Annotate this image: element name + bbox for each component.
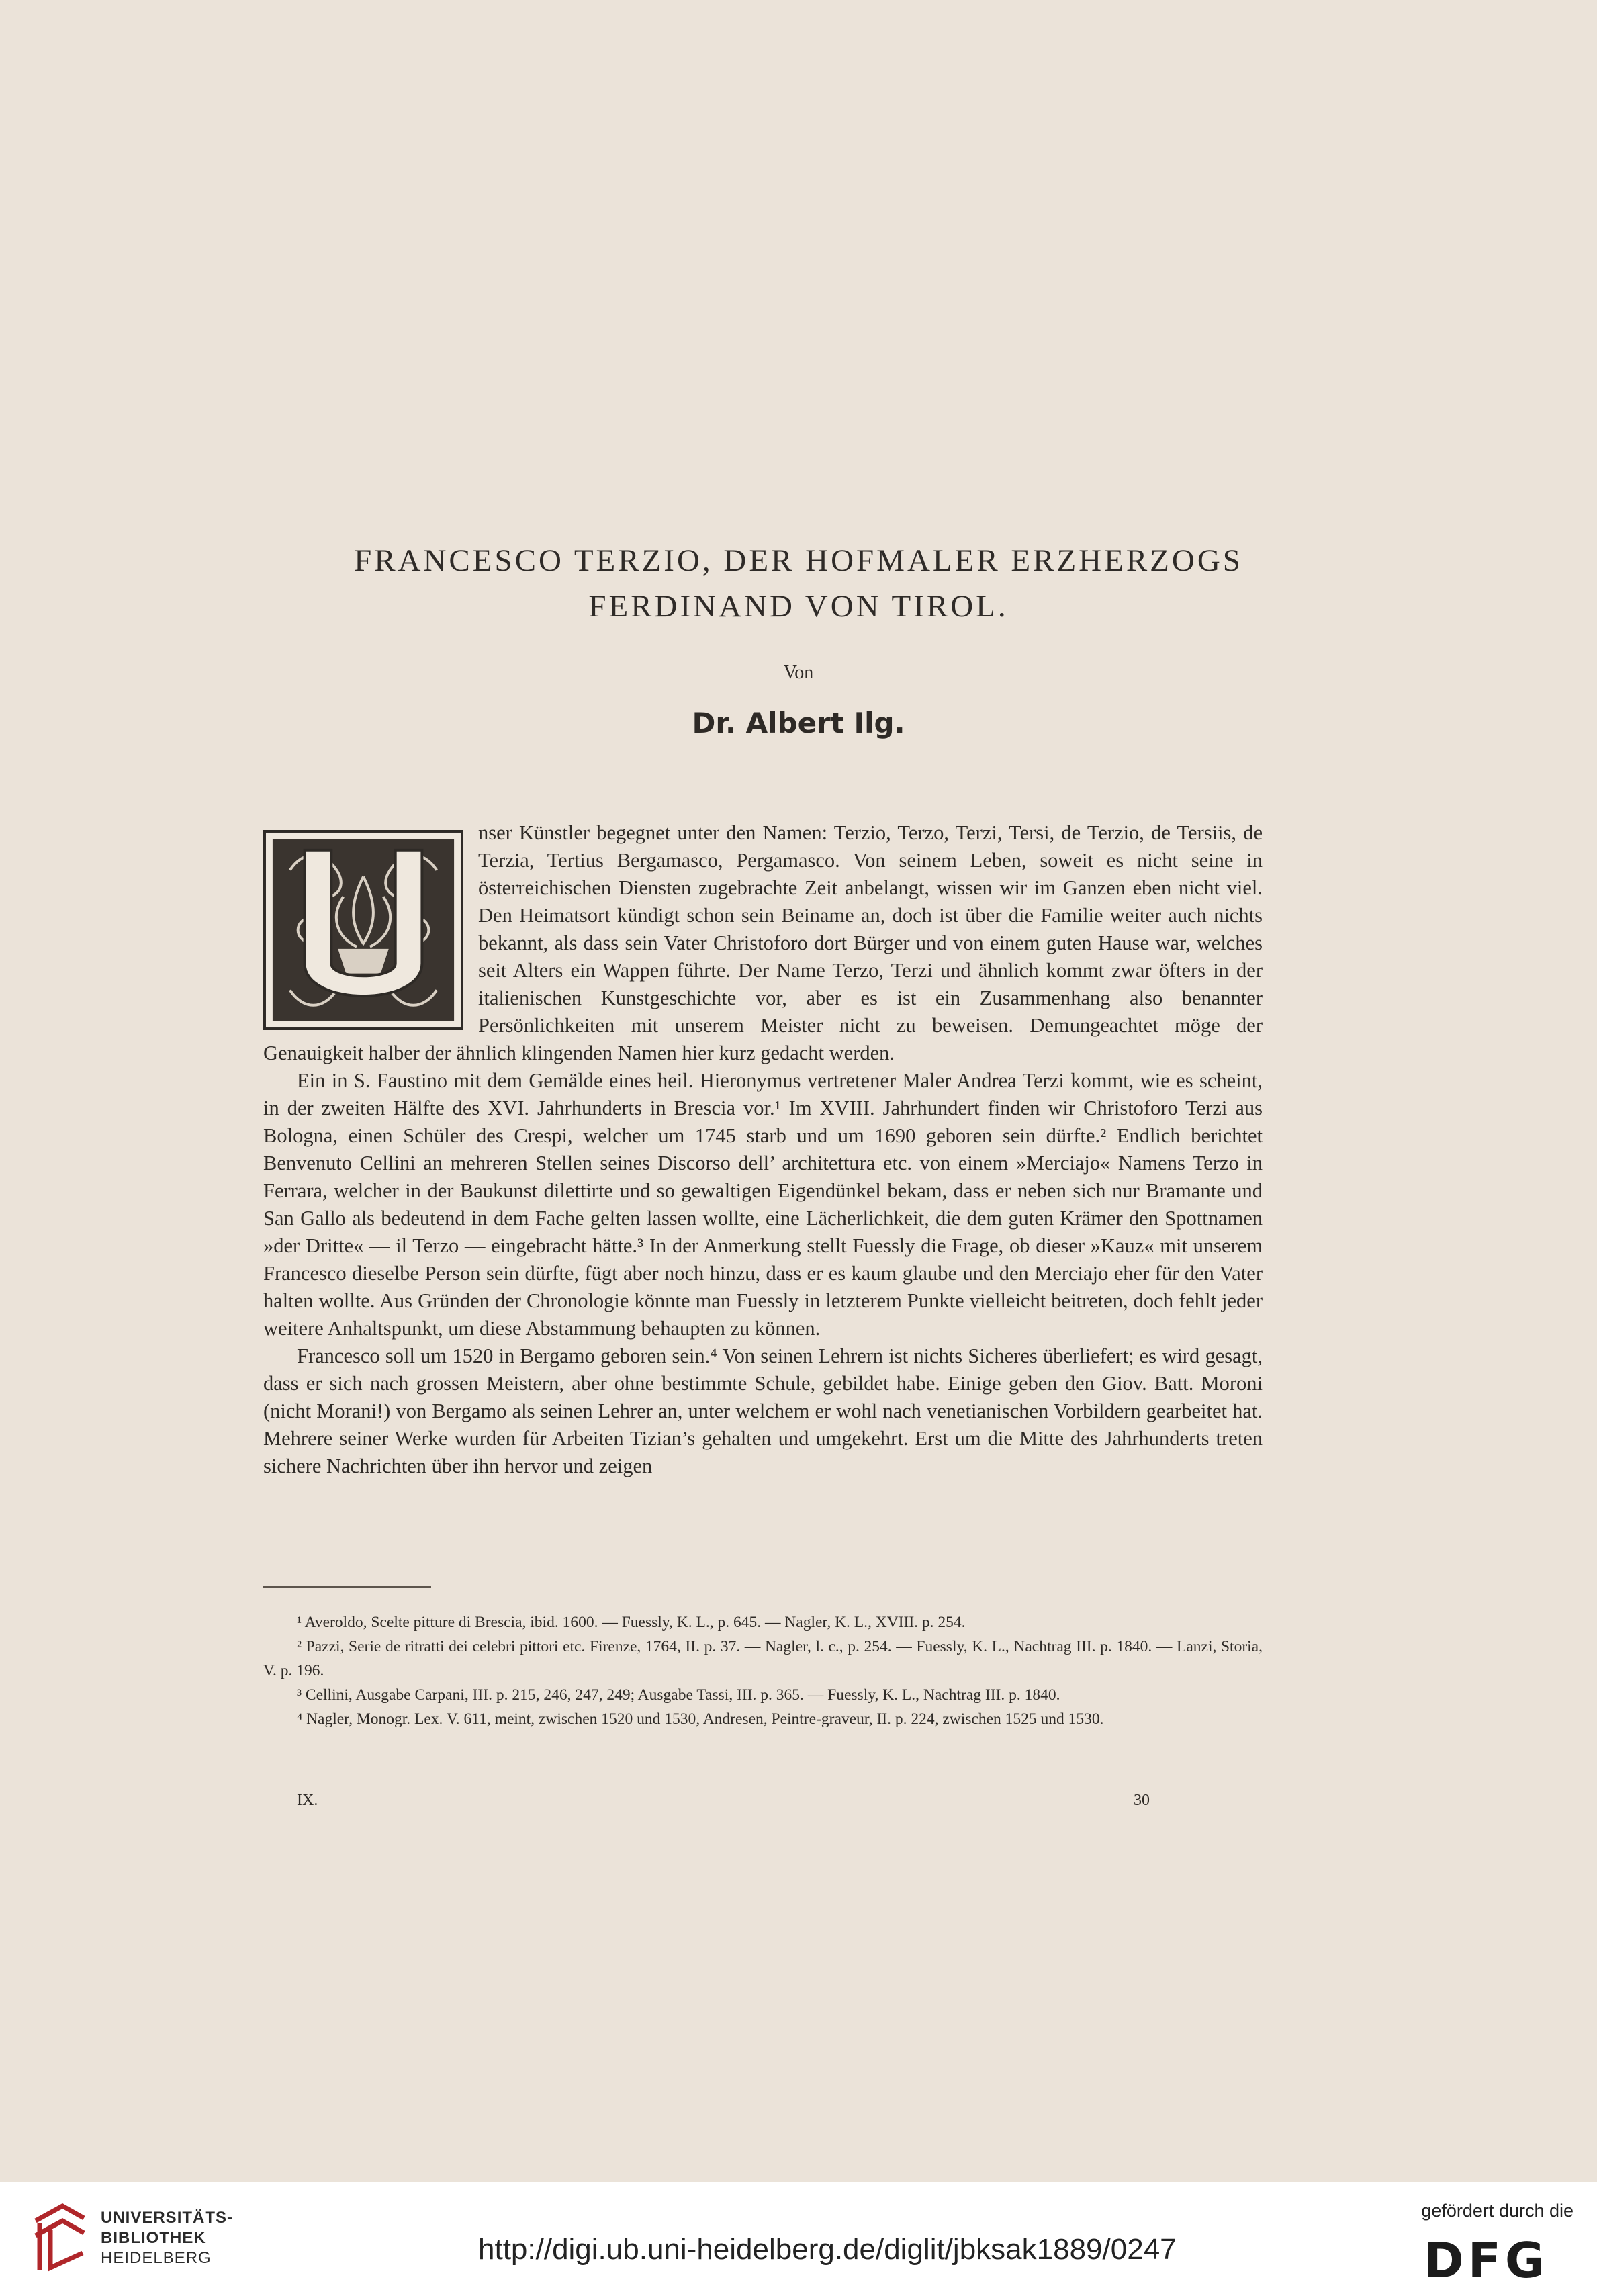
footnote-1: ¹ Averoldo, Scelte pitture di Brescia, ibid. 1600. — Fuessly, K. L., p. 645. — Nagler, K. L., XVIII. p. 254. <box>297 1614 966 1631</box>
funder-tagline: gefördert durch die <box>1421 2201 1573 2221</box>
printer-signature: IX. <box>297 1792 318 1809</box>
byline-von: Von <box>783 662 814 683</box>
article-title-line-2: FERDINAND VON TIROL. <box>588 589 1009 624</box>
footnote-4: ⁴ Nagler, Monogr. Lex. V. 611, meint, zwischen 1520 und 1530, Andresen, Peintre-graveur, II. p. 224, zwischen 1525 und 1530. <box>297 1710 1104 1728</box>
paragraph-3: Francesco soll um 1520 in Bergamo geboren sein.⁴ Von seinen Lehrern ist nichts Sicheres überliefert; es wird gesagt, dass er sich nach grossen Meistern, aber ohne bestimmte Schule, gebildet habe. Einige geben den Giov. Batt. Moroni (nicht Morani!) von Bergamo als seinen Lehrer an, unter welchem er wohl nach venetianischen Vorbildern gearbeitet hat. Mehrere seiner Werke wurden für Arbeiten Tizian’s gehalten und umgekehrt. Erst um die Mitte des Jahrhunderts treten sichere Nachrichten über ihn hervor und zeigen <box>263 1344 1263 1477</box>
library-name-line-3: HEIDELBERG <box>101 2249 212 2267</box>
svg-text:DFG: DFG <box>1423 2237 1549 2281</box>
library-name-line-2: BIBLIOTHEK <box>101 2229 206 2247</box>
article-title-line-1: FRANCESCO TERZIO, DER HOFMALER ERZHERZOGS <box>354 543 1243 578</box>
author-name: Dr. Albert Ilg. <box>692 706 905 739</box>
dfg-logo-icon <box>1406 2237 1567 2281</box>
paragraph-2: Ein in S. Faustino mit dem Gemälde eines heil. Hieronymus vertretener Maler Andrea Terzi kommt, wie es scheint, in der zweiten Hälfte des XVI. Jahrhunderts in Brescia vor.¹ Im XVIII. Jahrhundert finden wir Christoforo Terzi aus Bologna, einen Schüler des Crespi, welcher um 1745 starb und um 1690 geboren sein dürfte.² Endlich berichtet Benvenuto Cellini an mehreren Stellen seines Discorso dell’ architettura etc. von einem »Merciajo« Namens Terzo in Ferrara, welcher in der Baukunst dilettirte und so gewaltigen Eigendünkel bekam, dass er neben sich nur Bramante und San Gallo als bedeutend in dem Fache gelten lassen wollte, eine Lächerlichkeit, die dem guten Krämer den Spottnamen »der Dritte« — il Terzo — eingebracht hätte.³ In der Anmerkung stellt Fuessly die Frage, ob dieser »Kauz« mit unserem Francesco dieselbe Person sein dürfte, fügt aber noch hinzu, dass er es kaum glaube und den Merciajo eher für den Vater halten wollte. Aus Gründen der Chronologie könnte man Fuessly in letzterem Punkte vielleicht beitreten, doch fehlt jeder weitere Anhaltspunkt, um diese Abstammung behaupten zu können. <box>263 1069 1263 1340</box>
article-body <box>263 819 1263 1480</box>
library-name-line-1: UNIVERSITÄTS- <box>101 2209 234 2227</box>
viewer-footer <box>0 2182 1597 2296</box>
ornamental-initial-u-icon <box>263 829 463 1031</box>
page-number: 30 <box>1134 1792 1150 1809</box>
paragraph-1: nser Künstler begegnet unter den Namen: Terzio, Terzo, Terzi, Tersi, de Terzio, de Tersiis, de Terzia, Tertius Bergamasco, Pergamasco. Von seinem Leben, soweit es nicht seine in österreichischen Diensten zugebrachte Zeit anbelangt, wissen wir im Ganzen eben nicht viel. Den Heimatsort kündigt schon sein Beiname an, doch ist über die Familie weiter auch nichts bekannt, als dass sein Vater Christoforo dort Bürger und von einem guten Hause war, welches seit Alters ein Wappen führte. Der Name Terzo, Terzi und ähnlich kommt zwar öfters in der italienischen Kunstgeschichte vor, aber es ist ein Zusammenhang also benannter Persönlichkeiten mit unserem Meister nicht zu beweisen. Demungeachtet möge der Genauigkeit halber der ähnlich klingenden Namen hier kurz gedacht werden. <box>263 821 1263 1064</box>
permalink-url[interactable]: http://digi.ub.uni-heidelberg.de/diglit/jbksak1889/0247 <box>478 2233 1177 2266</box>
university-library-logo-icon <box>30 2201 89 2275</box>
footnote-divider <box>263 1586 431 1588</box>
footnote-2: ² Pazzi, Serie de ritratti dei celebri pittori etc. Firenze, 1764, II. p. 37. — Nagler, l. c., p. 254. — Fuessly, K. L., Nachtrag III. p. 1840. — Lanzi, Storia, V. p. 196. <box>263 1638 1263 1680</box>
footnotes <box>263 1610 1263 1731</box>
footnote-3: ³ Cellini, Ausgabe Carpani, III. p. 215, 246, 247, 249; Ausgabe Tassi, III. p. 365. — Fuessly, K. L., Nachtrag III. p. 1840. <box>297 1686 1060 1704</box>
